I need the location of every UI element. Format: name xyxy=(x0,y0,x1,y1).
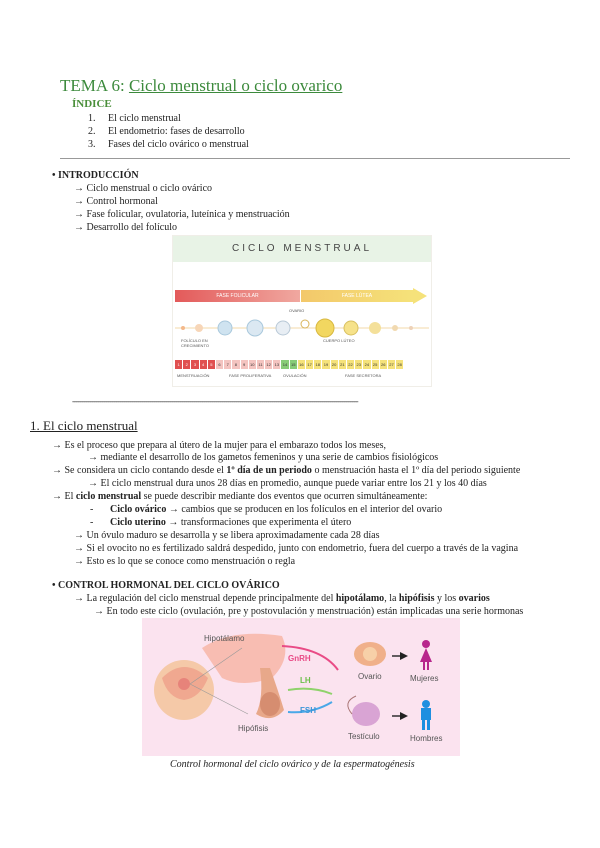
index-item: 1. El ciclo menstrual xyxy=(88,113,181,124)
body-line: → Se considera un ciclo contando desde el 1º día de un periodo o menstruación hasta el 1º día del periodo siguiente xyxy=(52,465,521,476)
day-cell: 25 xyxy=(372,362,378,367)
hormonal-control-figure xyxy=(142,618,460,756)
label-ovulation: OVULACIÓN xyxy=(283,373,307,378)
arrow-right-icon xyxy=(413,288,427,304)
label-secretory: FASE SECRETORA xyxy=(345,373,382,378)
hypothalamus-label: Hipotálamo xyxy=(204,634,245,643)
gnrh-label: GnRH xyxy=(288,654,311,663)
day-cell: 24 xyxy=(364,362,370,367)
index-item: 3. Fases del ciclo ovárico o menstrual xyxy=(88,139,249,150)
day-cell: 19 xyxy=(323,362,329,367)
day-cell: 17 xyxy=(307,362,312,367)
day-cell: 15 xyxy=(290,362,296,367)
body-line: → Es el proceso que prepara al útero de la mujer para el embarazo todos los meses, xyxy=(52,440,387,451)
day-cell: 1 xyxy=(175,360,182,369)
body-line: → Un óvulo maduro se desarrolla y se libera aproximadamente cada 28 días xyxy=(74,530,380,541)
day-cell: 10 xyxy=(250,362,255,367)
body-line: - Ciclo uterino → transformaciones que experimenta el útero xyxy=(90,517,352,528)
men-label: Hombres xyxy=(410,734,443,743)
control-heading: • CONTROL HORMONAL DEL CICLO OVÁRICO xyxy=(52,580,280,591)
women-label: Mujeres xyxy=(410,674,439,683)
label-proliferative: FASE PROLIFERATIVA xyxy=(229,373,272,378)
day-cell: 18 xyxy=(315,362,320,367)
day-cell: 6 xyxy=(216,360,223,369)
day-cell: 22 xyxy=(348,362,353,367)
day-cell: 27 xyxy=(389,362,394,367)
testis-label: Testículo xyxy=(348,732,380,741)
body-line: → Si el ovocito no es fertilizado saldrá despedido, junto con endometrio, fuera del cuerpo a través de la vagina xyxy=(74,543,519,554)
day-cell: 3 xyxy=(191,360,198,369)
lh-label: LH xyxy=(300,676,311,685)
intro-heading: • INTRODUCCIÓN xyxy=(52,170,139,181)
intro-item: → Ciclo menstrual o ciclo ovárico xyxy=(74,183,213,194)
ovary-label: Ovario xyxy=(358,672,382,681)
day-cell: 16 xyxy=(299,362,304,367)
day-cell: 14 xyxy=(282,362,288,367)
page-title: TEMA 6: Ciclo menstrual o ciclo ovarico xyxy=(60,76,343,95)
body-line: → La regulación del ciclo menstrual depende principalmente del hipotálamo, la hipófisis y los ovarios xyxy=(74,593,490,604)
day-cell: 5 xyxy=(208,360,215,369)
day-cell: 7 xyxy=(224,360,231,369)
day-cell: 2 xyxy=(183,360,190,369)
day-cell: 23 xyxy=(356,362,361,367)
corpus-luteum-label: CUERPO LÚTEO xyxy=(323,338,355,343)
fsh-label: FSH xyxy=(300,706,316,715)
menstrual-cycle-figure xyxy=(172,235,432,387)
intro-item: → Desarrollo del folículo xyxy=(74,222,178,233)
phase-luteal-bar: FASE LÚTEA xyxy=(301,290,413,302)
ovary-label: OVARIO xyxy=(289,308,305,313)
horizontal-rule xyxy=(60,158,570,159)
intro-item: → Fase folicular, ovulatoria, luteínica y menstruación xyxy=(74,209,290,220)
dashed-divider: ----------------------------------------------------------------------------------------------------------------------------------------------- xyxy=(72,396,358,406)
day-cell: 21 xyxy=(340,362,345,367)
intro-item: → Control hormonal xyxy=(74,196,158,207)
section-heading: 1. El ciclo menstrual xyxy=(30,418,138,433)
follicle-sequence-illustration xyxy=(175,314,429,354)
body-line: → El ciclo menstrual dura unos 28 días en promedio, aunque puede variar entre los 21 y los 40 días xyxy=(88,478,487,489)
days-strip xyxy=(175,360,403,369)
page-title-link: Ciclo menstrual o ciclo ovarico xyxy=(128,76,343,95)
day-cell: 8 xyxy=(232,360,239,369)
day-cell: 13 xyxy=(274,362,280,367)
figure-title: CICLO MENSTRUAL xyxy=(173,236,431,262)
pituitary-label: Hipófisis xyxy=(238,724,269,733)
body-line: → mediante el desarrollo de los gametos femeninos y una serie de cambios fisiológicos xyxy=(88,452,439,463)
index-heading: ÍNDICE xyxy=(72,98,112,110)
label-menstruation: MENSTRUACIÓN xyxy=(177,373,210,378)
body-line: → Esto es lo que se conoce como menstruación o regla xyxy=(74,556,296,567)
follicle-label: FOLÍCULO EN CRECIMIENTO xyxy=(181,338,209,348)
body-line: - Ciclo ovárico → cambios que se producen en los folículos en el interior del ovario xyxy=(90,504,443,515)
phase-follicular-bar: FASE FOLICULAR xyxy=(175,290,300,302)
figure-caption: Control hormonal del ciclo ovárico y de la espermatogénesis xyxy=(170,759,415,770)
body-line: → En todo este ciclo (ovulación, pre y postovulación y menstruación) están implicadas una serie hormonas xyxy=(94,606,524,617)
day-cell: 20 xyxy=(331,362,337,367)
index-item: 2. El endometrio: fases de desarrollo xyxy=(88,126,245,137)
day-cell: 26 xyxy=(381,362,386,367)
day-cell: 12 xyxy=(266,362,271,367)
day-cell: 4 xyxy=(200,360,207,369)
day-cell: 11 xyxy=(258,362,263,367)
day-cell: 9 xyxy=(241,360,248,369)
body-line: → El ciclo menstrual se puede describir mediante dos eventos que ocurren simultáneamente: xyxy=(52,491,428,502)
day-cell: 28 xyxy=(397,362,402,367)
